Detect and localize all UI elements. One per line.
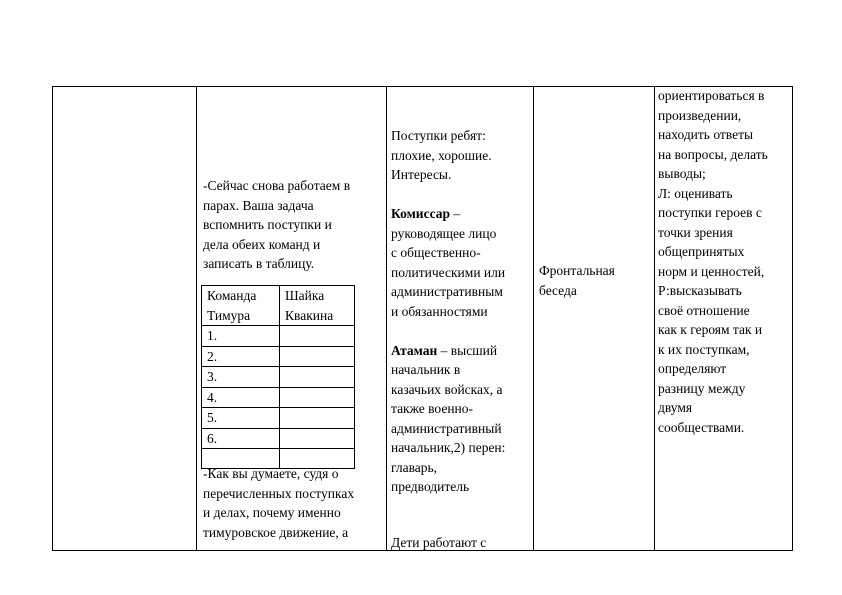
col3-line: плохие, хорошие. bbox=[391, 147, 492, 163]
col3-line: руководящее лицо bbox=[391, 225, 497, 241]
row-cell bbox=[280, 346, 355, 367]
col5-content bbox=[658, 86, 792, 437]
teams-table bbox=[201, 285, 355, 469]
col2-outro-line: перечисленных поступках bbox=[203, 485, 355, 501]
komissar-definition bbox=[391, 204, 533, 224]
col3-line: административный bbox=[391, 420, 502, 436]
col5-line: на вопросы, делать bbox=[658, 146, 768, 162]
col4-line: беседа bbox=[539, 282, 577, 298]
col5-line: двумя bbox=[658, 400, 693, 415]
col5-line: ориентироваться в bbox=[658, 88, 765, 103]
col2-intro bbox=[203, 176, 385, 274]
row-cell bbox=[280, 326, 355, 347]
header-line: Тимура bbox=[207, 307, 251, 323]
col3-spacer bbox=[391, 185, 533, 205]
row-cell bbox=[280, 428, 355, 449]
header-line: Квакина bbox=[285, 307, 334, 323]
col2-intro-line: дела обеих команд и bbox=[203, 236, 321, 252]
col5-line: определяют bbox=[658, 361, 727, 376]
col2-intro-line: -Сейчас снова работаем в bbox=[203, 178, 351, 193]
header-timur bbox=[202, 286, 280, 326]
col5-line: поступки героев с bbox=[658, 205, 762, 220]
col3-line: с общественно- bbox=[391, 245, 481, 260]
row-cell bbox=[280, 387, 355, 408]
col3-line: и обязанностями bbox=[391, 303, 488, 319]
col2-intro-line: парах. Ваша задача bbox=[203, 197, 314, 213]
col5-line: общепринятых bbox=[658, 244, 745, 259]
col5-line: произведении, bbox=[658, 107, 742, 123]
col3-line: – высший bbox=[437, 342, 498, 358]
col3-line: политическими или bbox=[391, 264, 506, 280]
col2-intro-line: вспомнить поступки и bbox=[203, 217, 332, 232]
col3-line: начальник,2) перен: bbox=[391, 440, 506, 455]
teams-table-header bbox=[202, 286, 355, 326]
table-row bbox=[202, 428, 355, 449]
col3-content bbox=[391, 126, 533, 497]
column-divider-2 bbox=[386, 86, 387, 551]
ataman-term: Атаман bbox=[391, 342, 438, 358]
col3-line: – bbox=[450, 206, 461, 221]
col5-line: точки зрения bbox=[658, 224, 733, 240]
col5-line: норм и ценностей, bbox=[658, 263, 765, 279]
col3-line: предводитель bbox=[391, 479, 470, 494]
column-divider-1 bbox=[196, 86, 197, 551]
table-row bbox=[202, 387, 355, 408]
komissar-term: Комиссар bbox=[391, 206, 450, 221]
col5-line: к их поступкам, bbox=[658, 341, 750, 357]
col2-outro bbox=[203, 464, 385, 542]
col3-line: также военно- bbox=[391, 401, 474, 416]
col5-line: Л: оценивать bbox=[658, 185, 733, 201]
col5-line: выводы; bbox=[658, 166, 706, 181]
row-number: 3. bbox=[202, 367, 280, 388]
col2-outro-line: -Как вы думаете, судя о bbox=[203, 466, 339, 481]
header-kvakin bbox=[280, 286, 355, 326]
col3-line: Поступки ребят: bbox=[391, 128, 486, 143]
col3-line: Интересы. bbox=[391, 167, 452, 182]
row-number: 5. bbox=[202, 408, 280, 429]
col2-outro-line: и делах, почему именно bbox=[203, 505, 341, 520]
col2-outro-line: тимуровское движение, а bbox=[203, 524, 349, 540]
header-line: Команда bbox=[207, 288, 257, 303]
col4-content bbox=[539, 261, 653, 300]
col5-line: разницу между bbox=[658, 380, 746, 396]
row-cell bbox=[280, 367, 355, 388]
header-line: Шайка bbox=[285, 288, 325, 303]
col3-line: главарь, bbox=[391, 459, 438, 475]
col5-line: Р:высказывать bbox=[658, 283, 742, 298]
col5-line: своё отношение bbox=[658, 302, 750, 318]
row-number: 6. bbox=[202, 428, 280, 449]
row-number: 2. bbox=[202, 346, 280, 367]
col5-line: как к героям так и bbox=[658, 322, 763, 337]
col3-line: административным bbox=[391, 284, 503, 299]
col5-line: находить ответы bbox=[658, 127, 754, 142]
col3-spacer bbox=[391, 321, 533, 341]
table-row bbox=[202, 367, 355, 388]
row-number: 1. bbox=[202, 326, 280, 347]
column-divider-4 bbox=[654, 86, 655, 551]
col5-line: сообществами. bbox=[658, 419, 745, 435]
column-divider-3 bbox=[533, 86, 534, 551]
col3-line: начальник в bbox=[391, 362, 461, 377]
row-number: 4. bbox=[202, 387, 280, 408]
row-cell bbox=[280, 408, 355, 429]
ataman-definition bbox=[391, 341, 533, 361]
col4-line: Фронтальная bbox=[539, 263, 615, 278]
table-row bbox=[202, 326, 355, 347]
col2-intro-line: записать в таблицу. bbox=[203, 256, 315, 271]
col3-last-line: Дети работают с bbox=[391, 535, 487, 550]
col3-line: казачьих войсках, а bbox=[391, 381, 503, 397]
table-row bbox=[202, 408, 355, 429]
table-row bbox=[202, 346, 355, 367]
